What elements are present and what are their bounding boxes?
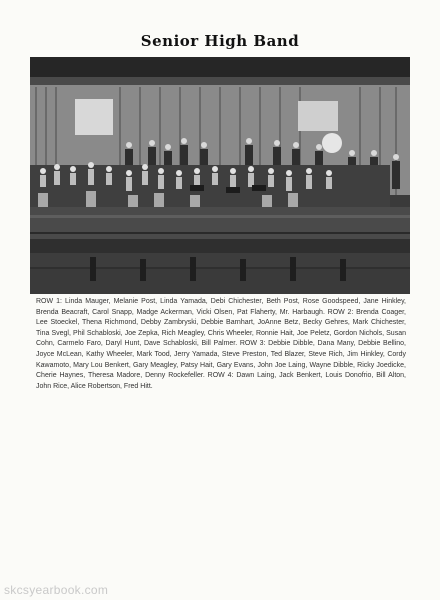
band-photo-illustration [30,57,410,294]
band-photo [30,57,410,294]
watermark: skcsyearbook.com [4,583,109,597]
page-title: Senior High Band [140,32,300,50]
band-member-caption: ROW 1: Linda Mauger, Melanie Post, Linda Yamada, Debi Chichester, Beth Post, Rose Goodspeed, Jane Hinkley, Brenda Beacraft, Carol Snapp, Madge Ackerman, Vicki Olsen, Pat Flaherty, Mr. Harbaugh. ROW 2: Brenda Coager, Lee Stoeckel, Thena Richmond, Debby Zambryski, Debbie Barnhart, JoAnne Betz, Becky Gehres, Mark Chichester, Tina Svegl, Phil Schabloski, Joe Zepka, Rich Meagley, Chris Wheeler, Ronnie Hait, Joe Peletz, Gordon Nichols, Susan Cohn, Carmelo Faro, Daryl Hunt, Dave Schabloski, Bill Palmer. ROW 3: Debbie Dibble, Dana Many, Debbie Bellino, Joyce McLean, Kathy Wheeler, Mark Tood, Jerry Yamada, Steve Preston, Ted Blazer, Steve Rich, Jim Hinkley, Cordy Kawamoto, Mary Lou Benkert, Gary Meagley, Patsy Hait, Gary Evans, John Joe Laing, Wayne Dibble, Ricky Joedicke, Cherie Haynes, Theresa Madore, Denny Rockefeller. ROW 4: Dawn Laing, Jack Benkert, Louis Donofrio, Bill Alton, John Rice, Alice Robertson, Fred Hitt. [36,298,406,390]
